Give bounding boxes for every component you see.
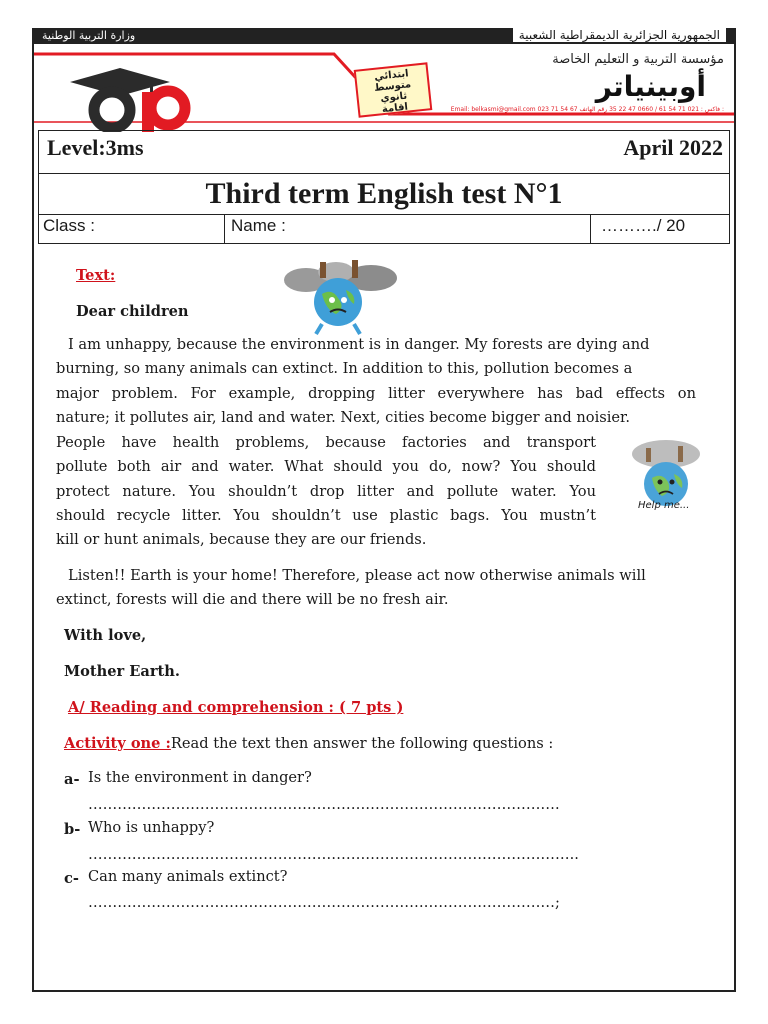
section-a-heading: A/ Reading and comprehension : ( 7 pts ) — [68, 699, 404, 716]
school-logo — [50, 62, 240, 132]
closing: With love, — [64, 627, 147, 644]
paragraph-line: nature; it pollutes air, land and water. Next, cities become bigger and noisier. — [56, 409, 631, 426]
activity-label: Activity one : — [64, 735, 171, 752]
ministry-text: وزارة التربية الوطنية — [42, 29, 136, 42]
help-me-earth-illustration — [616, 438, 716, 528]
activity-one — [64, 732, 553, 757]
name-field[interactable]: Name : — [225, 215, 591, 243]
title-row — [39, 174, 729, 215]
question-letter: c- — [64, 870, 79, 887]
paragraph-line: protect nature. You shouldn’t drop litter and pollute water. You — [56, 483, 596, 500]
paragraph-line: should recycle litter. You shouldn’t use plastic bags. You mustn’t — [56, 507, 596, 524]
class-field[interactable]: Class : — [39, 215, 225, 243]
school-block — [304, 48, 724, 118]
levels-badge — [354, 62, 433, 117]
salutation: Dear children — [76, 303, 189, 320]
answer-line[interactable]: ……………………………………………………………………………………; — [88, 894, 560, 911]
letterhead — [34, 44, 734, 126]
institution-text: مؤسسة التربية و التعليم الخاصة — [552, 52, 724, 67]
polluted-earth-illustration — [276, 258, 406, 336]
answer-line[interactable]: ……………………………………………………………………………………. — [88, 796, 560, 813]
question-text: Is the environment in danger? — [88, 769, 312, 786]
signature: Mother Earth. — [64, 663, 180, 680]
paragraph-line: burning, so many animals can extinct. In addition to this, pollution becomes a — [56, 360, 633, 377]
level-boarding: اقامة — [381, 101, 409, 116]
exam-title: Third term English test N°1 — [205, 177, 563, 210]
contact-info: Email: belkasmi@gmail.com 023 71 54 67 فاكس : 021 71 54 61 / 0660 47 22 35 رقم الهاتف : — [450, 106, 724, 113]
question-text: Can many animals extinct? — [88, 868, 288, 885]
exam-info-table — [38, 130, 730, 244]
level-middle: متوسط — [373, 79, 412, 94]
level-secondary: ثانوي — [379, 90, 408, 105]
level-date-row — [39, 131, 729, 174]
exam-date: April 2022 — [623, 135, 723, 160]
paragraph-line: I am unhappy, because the environment is in danger. My forests are dying and — [68, 336, 650, 353]
score-field[interactable]: ………./ 20 — [601, 216, 686, 235]
illustration-caption: Help me... — [638, 500, 690, 511]
level-label: Level:3ms — [47, 135, 144, 160]
student-info-row — [39, 215, 729, 243]
paragraph-line: People have health problems, because factories and transport — [56, 434, 596, 451]
question-text: Who is unhappy? — [88, 819, 215, 836]
paragraph-line: kill or hunt animals, because they are our friends. — [56, 531, 427, 548]
header-strip — [34, 30, 734, 44]
level-primary: ابتدائي — [373, 68, 410, 83]
paragraph-line: extinct, forests will die and there will be no fresh air. — [56, 591, 449, 608]
exam-page — [32, 28, 736, 992]
paragraph-line: major problem. For example, dropping litter everywhere has bad effects on — [56, 385, 696, 402]
activity-instruction: Read the text then answer the following questions : — [170, 735, 554, 752]
school-name: أوبينياتر — [595, 70, 706, 103]
text-heading: Text: — [76, 267, 116, 284]
paragraph-line: pollute both air and water. What should you do, now? You should — [56, 458, 596, 475]
republic-text: الجمهورية الجزائرية الديمقراطية الشعبية — [513, 28, 726, 42]
answer-line[interactable]: ……………………………………………………………………………………….. — [88, 846, 579, 863]
question-letter: a- — [64, 771, 80, 788]
question-letter: b- — [64, 821, 81, 838]
paragraph-line: Listen!! Earth is your home! Therefore, please act now otherwise animals will — [68, 567, 646, 584]
